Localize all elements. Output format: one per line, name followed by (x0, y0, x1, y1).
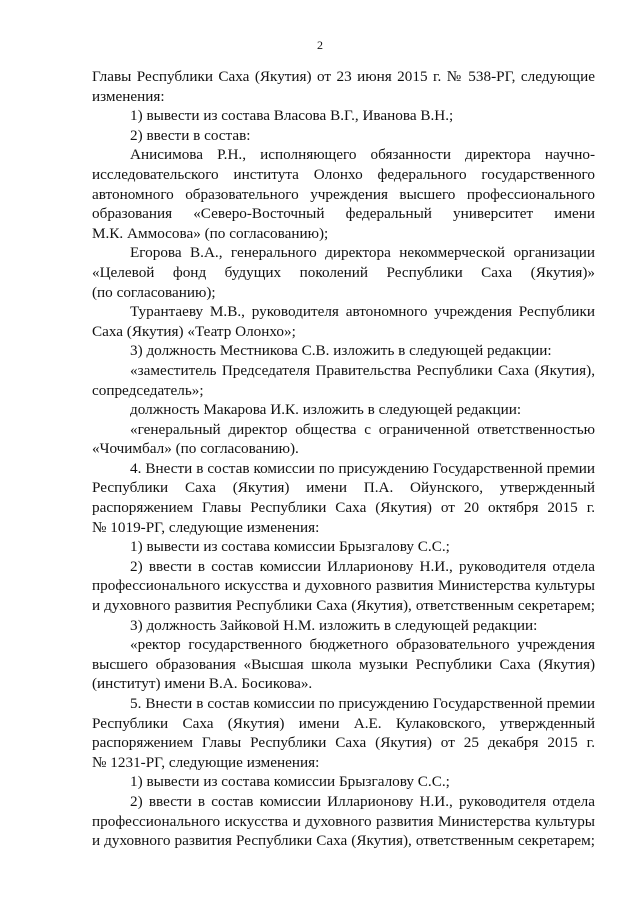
document-body (92, 67, 595, 851)
text-line: Главы Республики Саха (Якутия) от 23 июня 2015 г. № 538-РГ, следующие (92, 68, 595, 85)
page-number: 2 (317, 38, 323, 52)
text-line: 1) вывести из состава Власова В.Г., Иванова В.Н.; (130, 107, 454, 125)
text-line: № 1231-РГ, следующие изменения: (92, 753, 320, 771)
text-line: Саха (Якутия) «Театр Олонхо»; (92, 322, 296, 340)
text-line: 1) вывести из состава комиссии Брызгалову С.С.; (130, 538, 450, 556)
text-line: «ректор государственного бюджетного образовательного учреждения (130, 636, 595, 654)
text-line: 2) ввести в состав: (130, 126, 251, 144)
text-line: профессионального искусства и духовного развития Министерства культуры (92, 577, 595, 595)
text-line: Анисимова Р.Н., исполняющего обязанности директора научно- (130, 146, 595, 164)
text-line: Республики Саха (Якутия) имени П.А. Ойунского, утвержденный (92, 479, 595, 497)
text-line: профессионального искусства и духовного развития Министерства культуры (92, 812, 595, 830)
text-line: 5. Внести в состав комиссии по присуждению Государственной премии (130, 695, 595, 712)
text-line: распоряжением Главы Республики Саха (Якутия) от 20 октября 2015 г. (92, 499, 595, 517)
text-line: 4. Внести в состав комиссии по присуждению Государственной премии (130, 459, 595, 477)
text-line: 3) должность Зайковой Н.М. изложить в следующей редакции: (130, 616, 538, 634)
text-line: 3) должность Местникова С.В. изложить в следующей редакции: (130, 342, 552, 360)
text-line: и духовного развития Республики Саха (Якутия), ответственным секретарем; (92, 832, 595, 850)
text-line: (по согласованию); (92, 283, 216, 301)
text-line: изменения: (92, 87, 165, 105)
text-line: «Чочимбал» (по согласованию). (92, 440, 299, 458)
text-line: 2) ввести в состав комиссии Илларионову Н.И., руководителя отдела (130, 557, 595, 575)
text-line: 1) вывести из состава комиссии Брызгалову С.С.; (130, 773, 450, 791)
text-line: Турантаеву М.В., руководителя автономного учреждения Республики (130, 303, 595, 321)
text-line: автономного образовательного учреждения высшего профессионального (92, 185, 595, 203)
text-line: «генеральный директор общества с ограниченной ответственностью (130, 420, 595, 438)
text-line: должность Макарова И.К. изложить в следующей редакции: (130, 401, 522, 419)
text-line: исследовательского института Олонхо федерального государственного (92, 165, 595, 183)
text-line: «Целевой фонд будущих поколений Республики Саха (Якутия)» (92, 263, 595, 281)
text-line: и духовного развития Республики Саха (Якутия), ответственным секретарем; (92, 597, 595, 615)
text-line: М.К. Аммосова» (по согласованию); (92, 224, 329, 242)
text-line: высшего образования «Высшая школа музыки Республики Саха (Якутия) (92, 655, 595, 673)
text-line: № 1019-РГ, следующие изменения: (92, 518, 320, 536)
text-line: образования «Северо-Восточный федеральный университет имени (92, 205, 595, 223)
text-line: распоряжением Главы Республики Саха (Якутия) от 25 декабря 2015 г. (92, 734, 595, 752)
text-line: Республики Саха (Якутия) имени А.Е. Кулаковского, утвержденный (92, 714, 595, 732)
text-line: (институт) имени В.А. Босикова». (92, 675, 313, 693)
text-line: Егорова В.А., генерального директора некоммерческой организации (130, 244, 595, 262)
text-line: сопредседатель»; (92, 381, 204, 399)
text-line: 2) ввести в состав комиссии Илларионову Н.И., руководителя отдела (130, 792, 595, 810)
text-line: «заместитель Председателя Правительства Республики Саха (Якутия), (130, 361, 595, 379)
